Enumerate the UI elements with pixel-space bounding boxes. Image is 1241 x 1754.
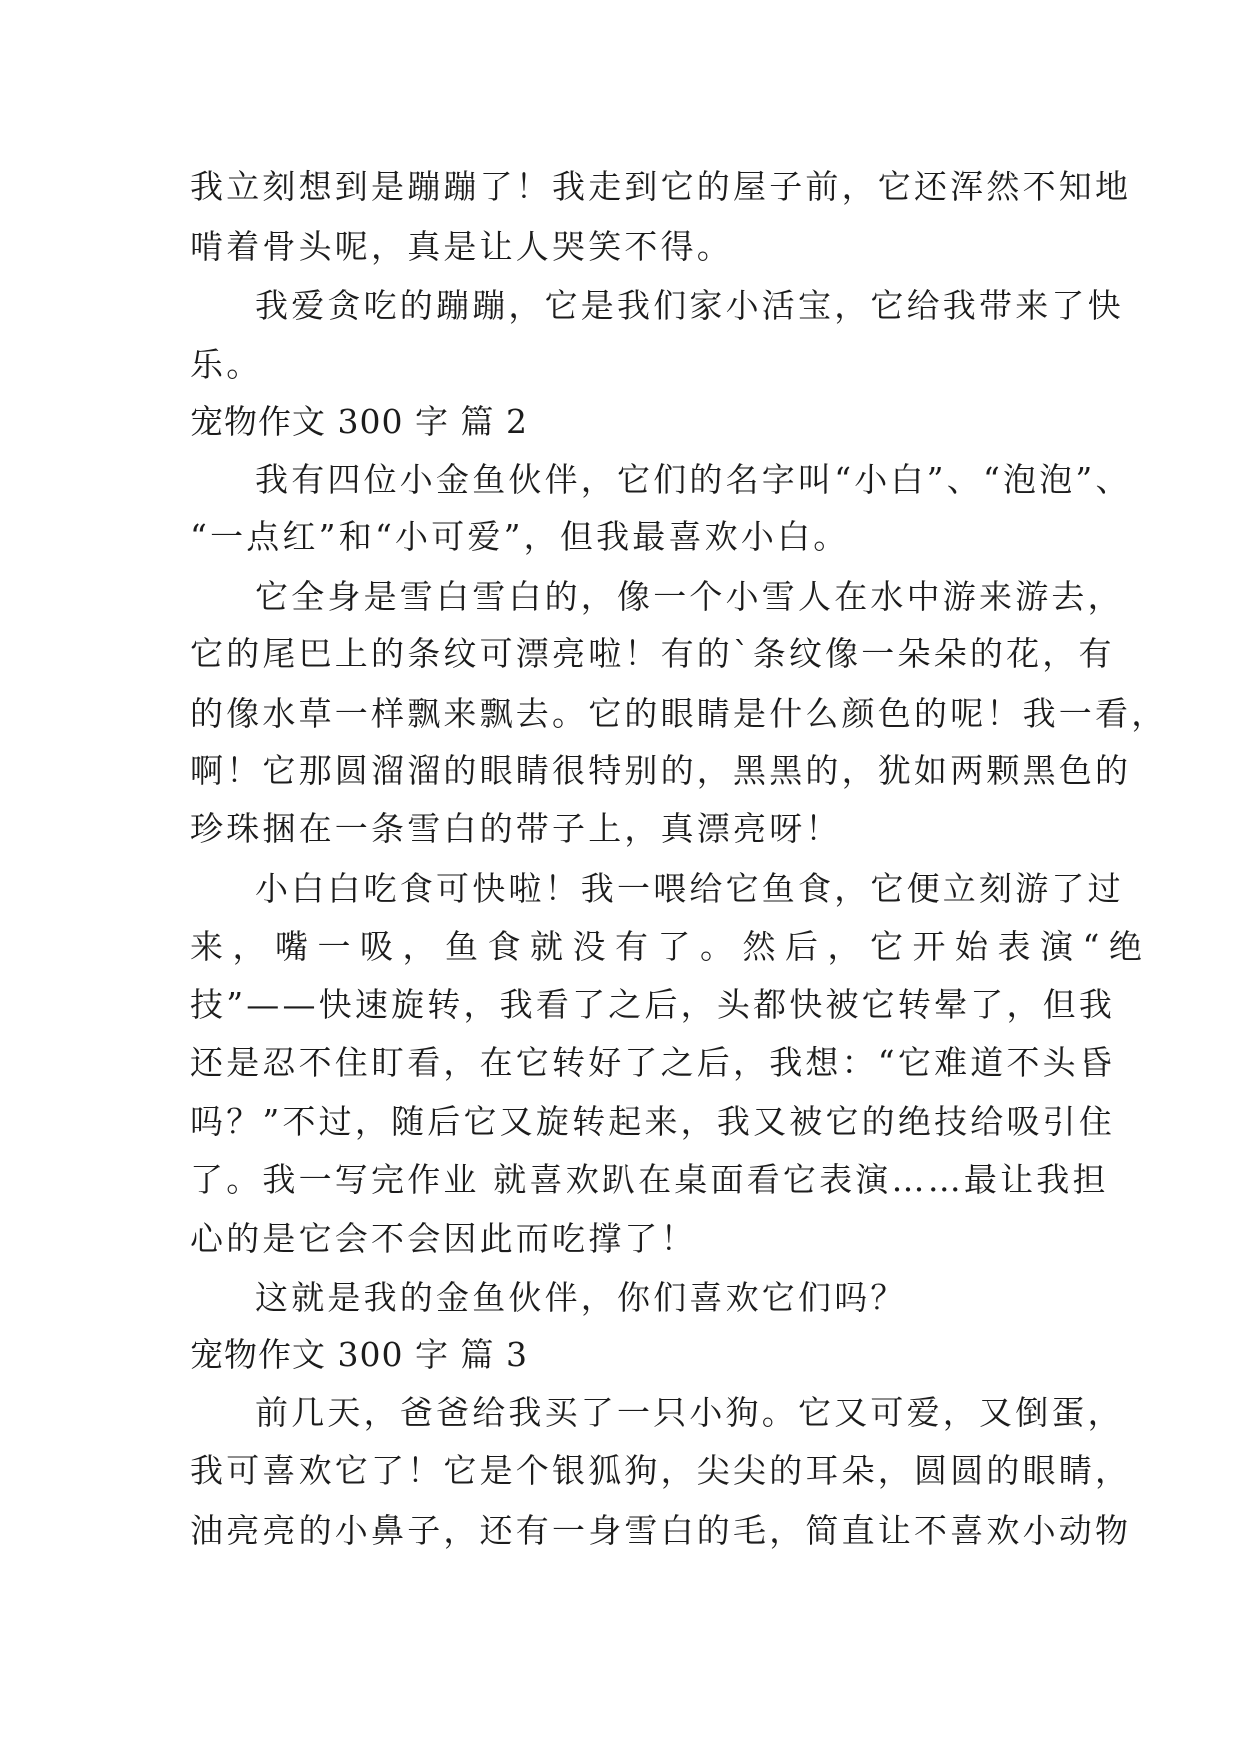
paragraph-line: 了。我一写完作业 就喜欢趴在桌面看它表演……最让我担: [190, 1160, 1109, 1199]
paragraph-line: 这就是我的金鱼伙伴，你们喜欢它们吗？: [255, 1278, 907, 1317]
paragraph-line: 技”——快速旋转，我看了之后，头都快被它转晕了，但我: [190, 985, 1116, 1024]
section-heading-2: 宠物作文 300 字 篇 2: [190, 402, 528, 441]
paragraph-line: 吗？”不过，随后它又旋转起来，我又被它的绝技给吸引住: [190, 1102, 1116, 1141]
paragraph-line: 还是忍不住盯看，在它转好了之后，我想：“它难道不头昏: [190, 1043, 1116, 1082]
paragraph-line: 啊！它那圆溜溜的眼睛很特别的，黑黑的，犹如两颗黑色的: [190, 751, 1132, 790]
section-heading-3: 宠物作文 300 字 篇 3: [190, 1335, 528, 1374]
paragraph-line: 啃着骨头呢，真是让人哭笑不得。: [190, 227, 733, 266]
paragraph-line: 的像水草一样飘来飘去。它的眼睛是什么颜色的呢！我一看，: [190, 694, 1168, 733]
paragraph-line: 我有四位小金鱼伙伴，它们的名字叫“小白”、“泡泡”、: [255, 460, 1132, 499]
paragraph-line: 我立刻想到是蹦蹦了！我走到它的屋子前，它还浑然不知地: [190, 167, 1132, 206]
paragraph-line: 它的尾巴上的条纹可漂亮啦！有的`条纹像一朵朵的花，有: [190, 634, 1115, 673]
paragraph-line: 乐。: [190, 345, 263, 384]
paragraph-line: 我爱贪吃的蹦蹦，它是我们家小活宝，它给我带来了快: [255, 286, 1124, 325]
paragraph-line: 珍珠捆在一条雪白的带子上，真漂亮呀！: [190, 809, 842, 848]
paragraph-line: 来，嘴一吸，鱼食就没有了。然后，它开始表演“绝: [190, 927, 1152, 966]
paragraph-line: 油亮亮的小鼻子，还有一身雪白的毛，简直让不喜欢小动物: [190, 1511, 1132, 1550]
paragraph-line: 前几天，爸爸给我买了一只小狗。它又可爱，又倒蛋，: [255, 1393, 1124, 1432]
paragraph-line: 小白白吃食可快啦！我一喂给它鱼食，它便立刻游了过: [255, 869, 1124, 908]
paragraph-line: 它全身是雪白雪白的，像一个小雪人在水中游来游去，: [255, 577, 1124, 616]
paragraph-line: 我可喜欢它了！它是个银狐狗，尖尖的耳朵，圆圆的眼睛，: [190, 1451, 1132, 1490]
paragraph-line: “一点红”和“小可爱”，但我最喜欢小白。: [190, 517, 850, 556]
paragraph-line: 心的是它会不会因此而吃撑了！: [190, 1219, 697, 1258]
